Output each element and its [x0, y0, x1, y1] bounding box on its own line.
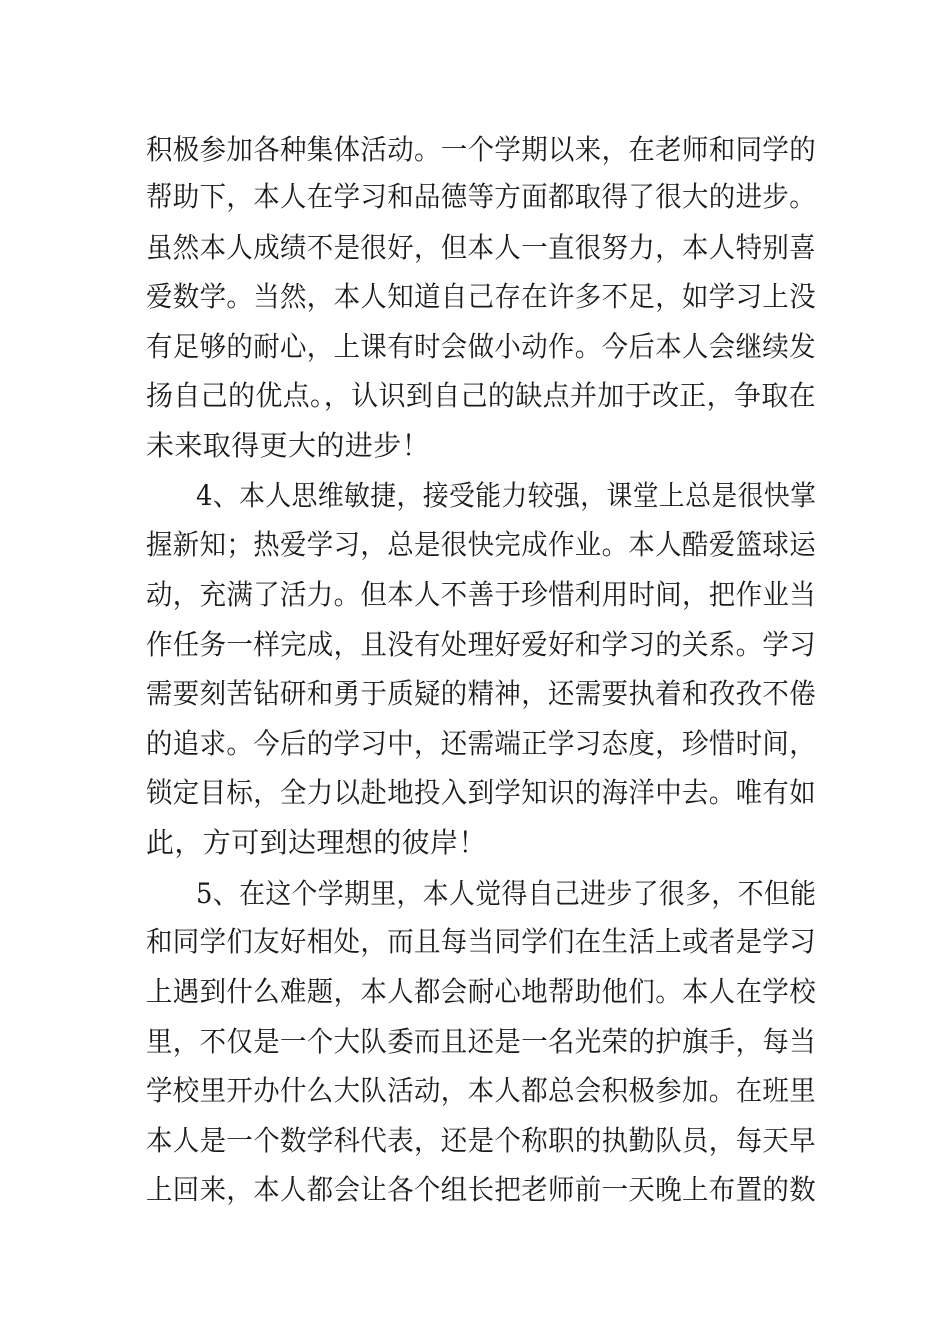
text-line: 动，充满了活力。但本人不善于珍惜利用时间，把作业当 [146, 578, 817, 611]
paragraph-4-first-line: 4、本人思维敏捷，接受能力较强，课堂上总是很快掌 [196, 479, 817, 512]
text-line: 需要刻苦钻研和勇于质疑的精神，还需要执着和孜孜不倦 [146, 677, 817, 710]
text-line: 扬自己的优点。，认识到自己的缺点并加于改正，争取在 [146, 379, 817, 412]
text-line: 里，不仅是一个大队委而且还是一名光荣的护旗手，每当 [146, 1025, 817, 1058]
text-line: 此，方可到达理想的彼岸！ [146, 826, 487, 859]
text-line: 帮助下，本人在学习和品德等方面都取得了很大的进步。 [146, 180, 817, 213]
text-line: 爱数学。当然，本人知道自己存在许多不足，如学习上没 [146, 280, 817, 313]
text-line: 上回来，本人都会让各个组长把老师前一天晚上布置的数 [146, 1173, 817, 1206]
paragraph-5-first-line: 5、在这个学期里，本人觉得自己进步了很多，不但能 [196, 877, 817, 910]
text-line: 学校里开办什么大队活动，本人都总会积极参加。在班里 [146, 1074, 817, 1107]
text-line: 的追求。今后的学习中，还需端正学习态度，珍惜时间， [146, 727, 817, 760]
text-line: 有足够的耐心，上课有时会做小动作。今后本人会继续发 [146, 330, 817, 363]
text-line: 上遇到什么难题，本人都会耐心地帮助他们。本人在学校 [146, 975, 817, 1008]
text-line: 未来取得更大的进步！ [146, 429, 431, 462]
text-line: 握新知；热爱学习，总是很快完成作业。本人酷爱篮球运 [146, 528, 817, 561]
text-line: 锁定目标，全力以赴地投入到学知识的海洋中去。唯有如 [146, 776, 817, 809]
text-line: 本人是一个数学科代表，还是个称职的执勤队员，每天早 [146, 1124, 817, 1157]
text-line: 积极参加各种集体活动。一个学期以来，在老师和同学的 [146, 133, 817, 166]
text-line: 虽然本人成绩不是很好，但本人一直很努力，本人特别喜 [146, 231, 817, 264]
text-line: 和同学们友好相处，而且每当同学们在生活上或者是学习 [146, 925, 817, 958]
text-line: 作任务一样完成，且没有处理好爱好和学习的关系。学习 [146, 628, 817, 661]
